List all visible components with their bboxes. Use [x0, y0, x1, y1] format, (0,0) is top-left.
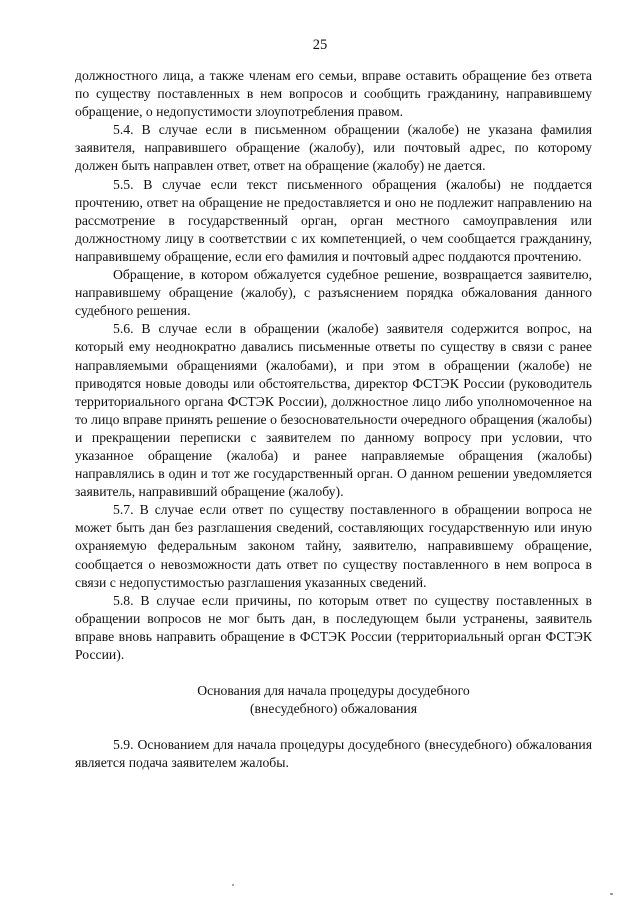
scan-speck	[610, 893, 613, 895]
section-heading	[75, 682, 592, 718]
paragraph-continuation: должностного лица, а также членам его семьи, вправе оставить обращение без ответа по существу поставленных в нем вопросов и сообщить гражданину, направившему обращение, о недопустимости злоупотребления правом.	[75, 68, 592, 120]
paragraph-5-8: 5.8. В случае если причины, по которым ответ по существу поставленных в обращении вопросов не мог быть дан, в последующем были устранены, заявитель вправе вновь направить обращение в ФСТЭК России (территориальный орган ФСТЭК России).	[75, 592, 592, 662]
paragraph-5-6: 5.6. В случае если в обращении (жалобе) заявителя содержится вопрос, на который ему неоднократно давались письменные ответы по существу в связи с ранее направляемыми обращениями (жалобами), и при этом в обращении (жалобе) не приводятся новые доводы или обстоятельства, директор ФСТЭК России (руководитель территориального органа ФСТЭК России), должностное лицо либо уполномоченное на то лицо вправе принять решение о безосновательности очередного обращения (жалобы) и прекращении переписки с заявителем по данному вопросу при условии, что указанное обращение (жалоба) и ранее направляемые обращения (жалобы) направлялись в один и тот же государственный орган. О данном решении уведомляется заявитель, направивший обращение (жалобу).	[75, 321, 592, 500]
section-heading-line-1: Основания для начала процедуры досудебного	[197, 683, 470, 699]
paragraph-court-decision: Обращение, в котором обжалуется судебное решение, возвращается заявителю, направившему обращение (жалобу), с разъяснением порядка обжалования данного судебного решения.	[75, 267, 592, 319]
paragraph-5-5: 5.5. В случае если текст письменного обращения (жалобы) не поддается прочтению, ответ на обращение не предоставляется и оно не подлежит направлению на рассмотрение в государственный орган, орган местного самоуправления или должностному лицу в соответствии с их компетенцией, о чем сообщается гражданину, направившему обращение, если его фамилия и почтовый адрес поддаются прочтению.	[75, 176, 592, 264]
paragraph-5-7: 5.7. В случае если ответ по существу поставленного в обращении вопроса не может быть дан без разглашения сведений, составляющих государственную или иную охраняемую федеральным законом тайну, заявителю, направившему обращение, сообщается о невозможности дать ответ по существу поставленного в нем вопроса в связи с недопустимостью разглашения указанных сведений.	[75, 502, 592, 590]
paragraph-5-9: 5.9. Основанием для начала процедуры досудебного (внесудебного) обжалования является подача заявителем жалобы.	[75, 737, 592, 771]
scan-speck	[232, 884, 234, 886]
section-heading-line-2: (внесудебного) обжалования	[249, 701, 417, 717]
page-number: 25	[312, 37, 328, 53]
paragraph-5-4: 5.4. В случае если в письменном обращении (жалобе) не указана фамилия заявителя, направившего обращение (жалобу), или почтовый адрес, по которому должен быть направлен ответ, ответ на обращение (жалобу) не дается.	[75, 122, 592, 174]
document-body	[75, 67, 592, 772]
